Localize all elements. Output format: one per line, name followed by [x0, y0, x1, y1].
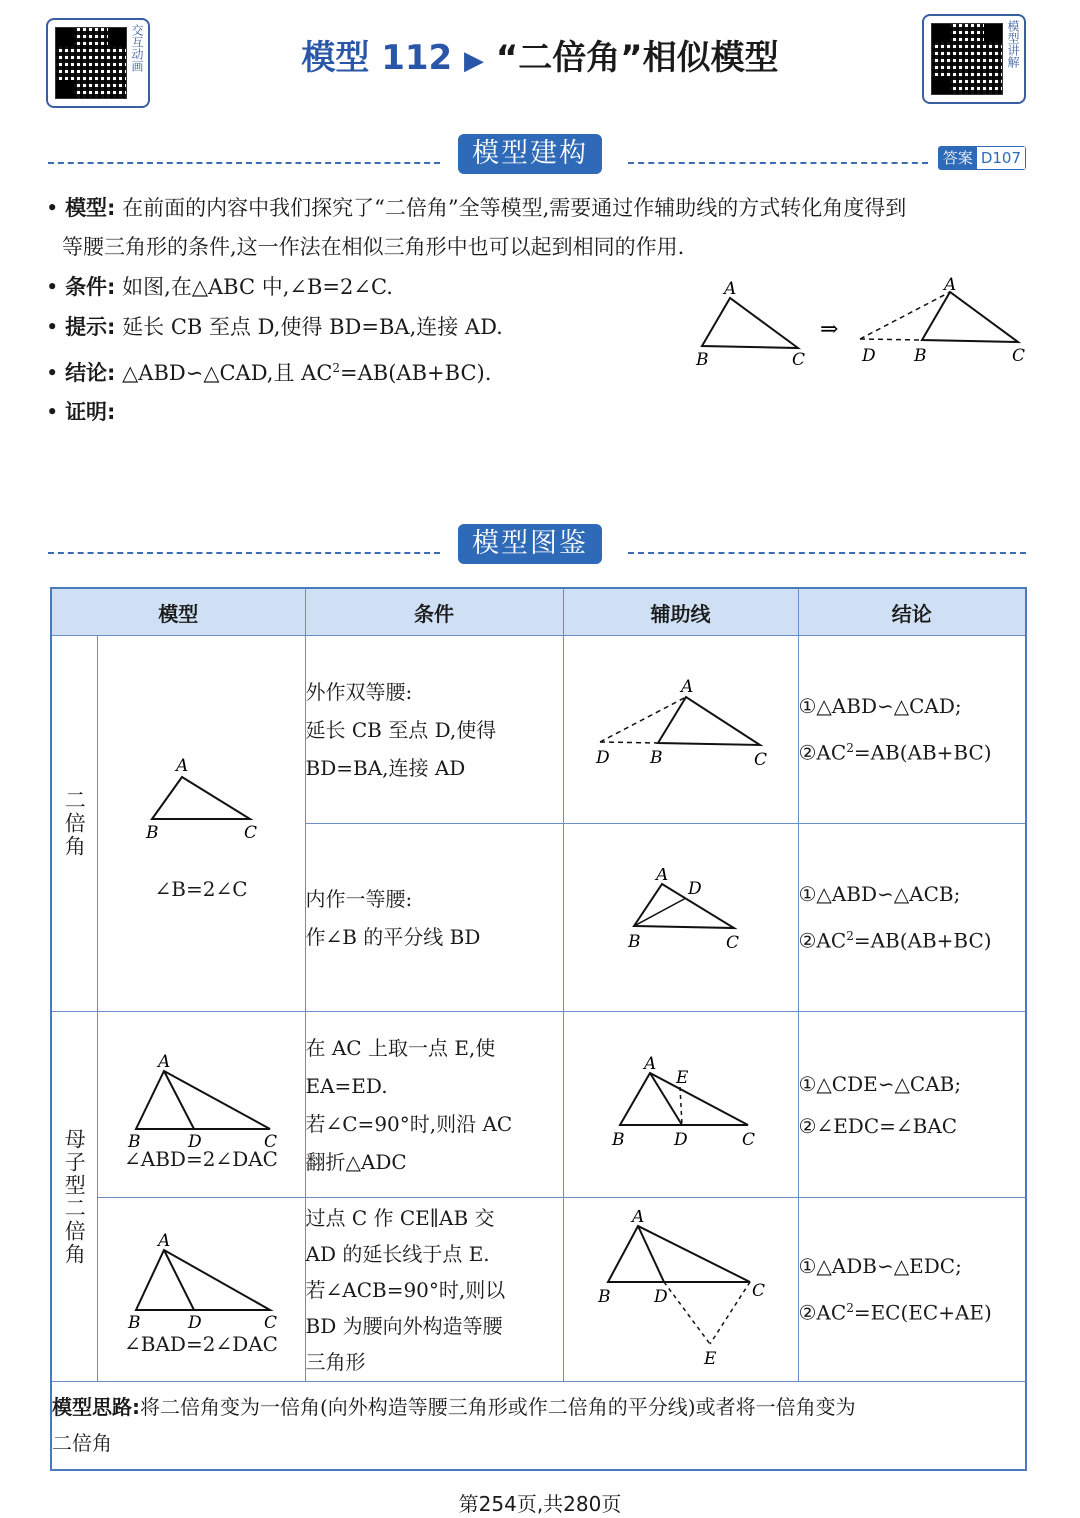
condition-line: 三角形 — [305, 1349, 366, 1374]
label-d: D — [674, 1129, 688, 1150]
label-c: C — [726, 932, 740, 953]
model-text-line1: 在前面的内容中我们探究了“二倍角”全等模型,需要通过作辅助线的方式转化角度得到 — [122, 196, 907, 220]
condition-line: 在 AC 上取一点 E,使 — [305, 1035, 496, 1060]
aux-figure-cell — [563, 1198, 798, 1382]
aux-figure-cell — [563, 1012, 798, 1198]
aux-figure-cell — [563, 636, 798, 824]
label-b: B — [128, 1131, 141, 1147]
table-row — [51, 636, 1026, 824]
section-title-construction: 模型建构 — [458, 134, 602, 174]
label-c: C — [264, 1312, 278, 1332]
title-main: “二倍角”相似模型 — [495, 38, 779, 78]
model-label: 模型: — [65, 196, 116, 220]
condition-cell — [305, 824, 563, 1012]
conclusion-line-2: ②∠EDC=∠BAC — [798, 1113, 958, 1138]
label-b: B — [914, 346, 927, 366]
aux-figure-cell — [563, 824, 798, 1012]
aux-figure-angle-bisector — [564, 868, 797, 968]
label-c: C — [1012, 346, 1026, 366]
condition-line: 内作一等腰: — [305, 886, 413, 911]
label-a: A — [681, 676, 694, 697]
figure-intro — [690, 272, 1035, 372]
condition-line: 作∠B 的平分线 BD — [305, 924, 481, 949]
header-auxiliary-line: 辅助线 — [563, 588, 798, 636]
model-figure-cell — [97, 1012, 305, 1198]
aux-figure-parallel — [564, 1210, 797, 1370]
conclusion-label: 结论: — [65, 361, 116, 385]
conclusion-cell — [798, 824, 1026, 1012]
qr-label-explanation: 模型讲解 — [1006, 20, 1020, 68]
section-title-gallery: 模型图鉴 — [458, 524, 602, 564]
condition-line: 外作双等腰: — [305, 679, 413, 704]
model-caption: ∠ABD=2∠DAC — [124, 1146, 278, 1171]
table-row — [51, 1198, 1026, 1382]
label-c: C — [742, 1129, 756, 1150]
answer-code: D107 — [977, 147, 1025, 169]
label-b: B — [128, 1312, 141, 1332]
condition-line: 若∠ACB=90°时,则以 — [305, 1277, 506, 1302]
bullet-model: • 模型: 在前面的内容中我们探究了“二倍角”全等模型,需要通过作辅助线的方式转化角度得到 — [46, 196, 907, 220]
header-conclusion: 结论 — [798, 588, 1026, 636]
dashed-divider — [628, 162, 928, 164]
label-b: B — [650, 747, 663, 768]
bullet-proof: • 证明: — [46, 400, 116, 424]
hint-label: 提示: — [65, 315, 116, 339]
label-e: E — [704, 1348, 717, 1369]
label-c: C — [752, 1280, 766, 1301]
condition-label: 条件: — [65, 275, 116, 299]
label-c: C — [792, 350, 806, 370]
aux-figure-external-isosceles — [564, 675, 797, 785]
label-a: A — [944, 275, 957, 295]
label-c: C — [244, 822, 258, 843]
condition-line: BD 为腰向外构造等腰 — [305, 1313, 503, 1338]
label-a: A — [656, 867, 669, 885]
summary-row — [51, 1382, 1026, 1470]
qr-label-animation: 交互动画 — [130, 24, 144, 72]
condition-cell — [305, 1012, 563, 1198]
group-label-double-angle: 二倍角 — [62, 789, 87, 858]
label-a: A — [644, 1054, 657, 1074]
conclusion-line-1: ①△CDE∽△CAB; — [798, 1071, 962, 1096]
label-d: D — [654, 1286, 668, 1307]
label-b: B — [628, 931, 641, 952]
label-e: E — [676, 1067, 689, 1088]
dashed-divider — [48, 552, 440, 554]
summary-text-2: 二倍角 — [52, 1431, 112, 1456]
conclusion-part: =AB(AB+BC) — [853, 928, 992, 953]
conclusion-line-1: ①△ADB∽△EDC; — [798, 1254, 962, 1279]
superscript: 2 — [846, 929, 854, 944]
label-b: B — [696, 350, 709, 370]
condition-cell — [305, 1198, 563, 1382]
label-a: A — [632, 1209, 645, 1227]
conclusion-sup: 2 — [332, 361, 341, 375]
hint-text: 延长 CB 至点 D,使得 BD=BA,连接 AD. — [122, 315, 503, 339]
model-figure-cell — [97, 1198, 305, 1382]
header-model: 模型 — [51, 588, 305, 636]
conclusion-line-1: ①△ABD∽△ACB; — [798, 882, 961, 907]
condition-line: 翻折△ADC — [305, 1149, 407, 1174]
model-caption: ∠BAD=2∠DAC — [124, 1331, 278, 1356]
page-title — [0, 30, 1080, 79]
conclusion-line-2 — [799, 1287, 1026, 1334]
proof-label: 证明: — [65, 400, 116, 424]
conclusion-cell — [798, 1198, 1026, 1382]
label-d: D — [188, 1131, 202, 1147]
conclusion-cell — [798, 636, 1026, 824]
summary-label: 模型思路: — [52, 1395, 140, 1420]
group-label-cell — [51, 1012, 97, 1382]
condition-line: 延长 CB 至点 D,使得 — [305, 717, 497, 742]
model-table — [50, 587, 1027, 1471]
conclusion-text-a: △ABD∽△CAD,且 AC — [122, 361, 333, 385]
condition-line: 过点 C 作 CE∥AB 交 — [305, 1205, 495, 1230]
condition-line: EA=ED. — [305, 1073, 388, 1098]
page-number: 第254页,共280页 — [458, 1492, 622, 1516]
conclusion-part: ②AC — [798, 928, 847, 953]
label-d: D — [188, 1312, 202, 1332]
label-c: C — [264, 1131, 278, 1147]
conclusion-cell — [798, 1012, 1026, 1198]
model-caption: ∠B=2∠C — [154, 876, 248, 901]
figure-mother-child-1 — [98, 1039, 304, 1147]
conclusion-line-2 — [799, 727, 1026, 774]
triangle-abc-left — [695, 279, 805, 370]
implies-arrow-icon: ⇒ — [820, 317, 839, 342]
triangle-abc-extended — [860, 275, 1025, 366]
conclusion-part: ②AC — [798, 1300, 847, 1325]
conclusion-part: =AB(AB+BC) — [853, 740, 992, 765]
label-d: D — [596, 747, 610, 768]
label-a: A — [724, 279, 737, 299]
bullet-hint: • 提示: 延长 CB 至点 D,使得 BD=BA,连接 AD. — [46, 315, 503, 339]
label-b: B — [612, 1129, 625, 1150]
condition-text: 如图,在△ABC 中,∠B=2∠C. — [122, 275, 393, 299]
conclusion-part: ②AC — [798, 740, 847, 765]
label-d: D — [862, 346, 876, 366]
label-a: A — [176, 755, 189, 776]
figure-double-angle — [98, 747, 304, 877]
play-triangle-icon: ▶ — [464, 46, 485, 76]
label-b: B — [598, 1286, 611, 1307]
summary-text-1: 将二倍角变为一倍角(向外构造等腰三角形或作二倍角的平分线)或者将一倍角变为 — [140, 1395, 856, 1420]
section-header-gallery — [48, 524, 1026, 564]
conclusion-line-2 — [799, 915, 1026, 962]
answer-tag[interactable] — [938, 146, 1026, 170]
dashed-divider — [628, 552, 1026, 554]
condition-line: AD 的延长线于点 E. — [305, 1241, 490, 1266]
superscript: 2 — [846, 1301, 854, 1316]
answer-label: 答案 — [939, 147, 977, 169]
title-model-number: 模型 112 — [301, 38, 453, 78]
aux-figure-fold — [564, 1055, 797, 1155]
model-figure-cell — [97, 636, 305, 1012]
bullet-condition: • 条件: 如图,在△ABC 中,∠B=2∠C. — [46, 275, 393, 299]
label-a: A — [158, 1051, 171, 1072]
label-c: C — [754, 749, 768, 770]
section-header-construction — [48, 134, 1026, 174]
conclusion-part: =EC(EC+AE) — [853, 1300, 992, 1325]
condition-line: 若∠C=90°时,则沿 AC — [305, 1111, 513, 1136]
dashed-divider — [48, 162, 440, 164]
label-a: A — [158, 1230, 171, 1251]
label-d: D — [688, 878, 702, 899]
table-row — [51, 1012, 1026, 1198]
label-b: B — [146, 822, 159, 843]
group-label-mother-child: 母子型二倍角 — [62, 1127, 87, 1266]
superscript: 2 — [846, 741, 854, 756]
group-label-cell — [51, 636, 97, 1012]
header-condition: 条件 — [305, 588, 563, 636]
conclusion-line-1: ①△ABD∽△CAD; — [798, 694, 962, 719]
condition-line: BD=BA,连接 AD — [305, 755, 466, 780]
summary-cell — [51, 1382, 1026, 1470]
bullet-conclusion: • 结论: △ABD∽△CAD,且 $AC^2=AB(AB+BC)$. — [46, 361, 492, 385]
figure-mother-child-2 — [98, 1224, 304, 1332]
conclusion-text-b: =AB(AB+BC). — [340, 361, 492, 385]
model-text-line2: 等腰三角形的条件,这一作法在相似三角形中也可以起到相同的作用. — [62, 235, 685, 259]
condition-cell — [305, 636, 563, 824]
